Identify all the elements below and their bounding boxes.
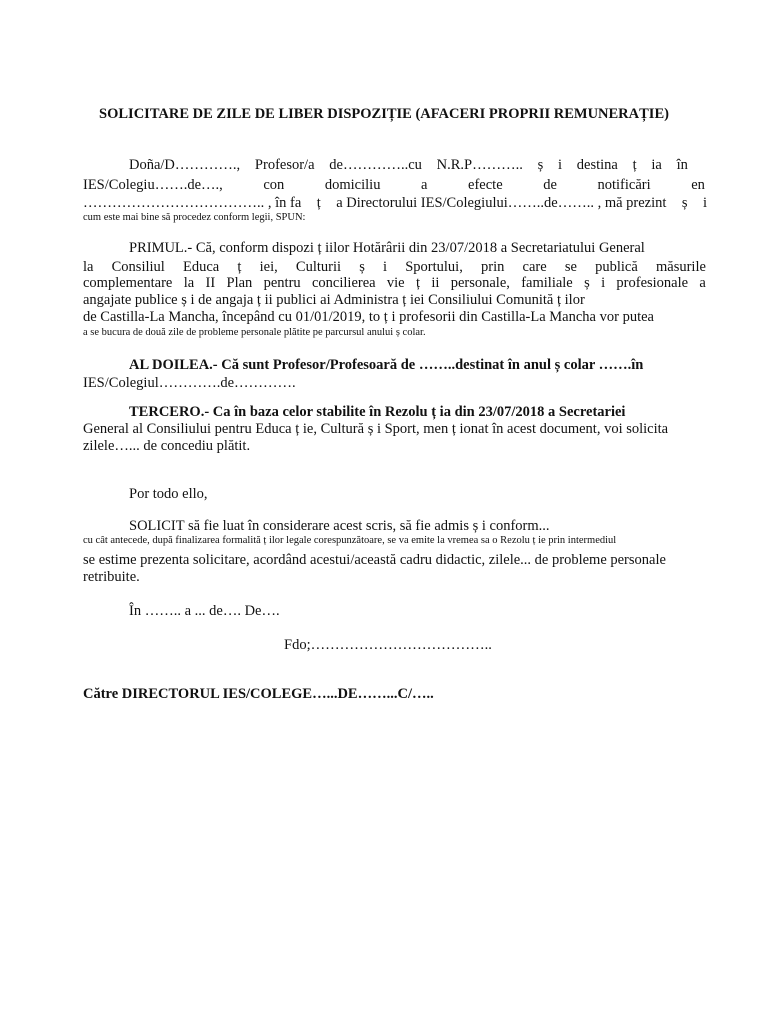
intro-line-4: cum este mai bine să procedez conform legii, SPUN: bbox=[83, 212, 306, 223]
por-todo-ello: Por todo ello, bbox=[129, 486, 208, 502]
signature-line: Fdo;……………………………….. bbox=[284, 637, 492, 653]
intro-line-2: IES/Colegiu…….de…., con domiciliu a efecte de notificări en bbox=[83, 177, 705, 193]
al-doilea-line-2: IES/Colegiul………….de…………. bbox=[83, 375, 296, 391]
primul-line-6: a se bucura de două zile de probleme personale plătite pe parcursul anului ș colar. bbox=[83, 327, 426, 338]
intro-line-1: Doña/D…………., Profesor/a de…………..cu N.R.P……….. ș i destina ț ia în bbox=[129, 157, 688, 173]
solicit-line-4: retribuite. bbox=[83, 569, 140, 585]
primul-line-4: angajate publice ș i de angaja ț ii publici ai Administra ț iei Consiliului Comunită ț ilor bbox=[83, 292, 585, 308]
tercero-line-1: TERCERO.- Ca în baza celor stabilite în Rezolu ț ia din 23/07/2018 a Secretariei bbox=[129, 404, 626, 420]
primul-line-5: de Castilla-La Mancha, începând cu 01/01/2019, to ț i profesorii din Castilla-La Mancha vor putea bbox=[83, 309, 654, 325]
solicit-line-1: SOLICIT să fie luat în considerare acest scris, să fie admis ș i conform... bbox=[129, 518, 550, 534]
primul-line-1: PRIMUL.- Că, conform dispozi ț iilor Hotărârii din 23/07/2018 a Secretariatului General bbox=[129, 240, 645, 256]
al-doilea-line-1: AL DOILEA.- Că sunt Profesor/Profesoară de ……..destinat în anul ș colar …….în bbox=[129, 357, 644, 373]
tercero-line-2: General al Consiliului pentru Educa ț ie, Cultură ș i Sport, men ț ionat în acest document, voi solicita bbox=[83, 421, 669, 437]
place-date-line: În …….. a ... de…. De…. bbox=[129, 603, 280, 619]
intro-line-3: ……………………………….. , în fa ț a Directorului IES/Colegiului……..de…….. , mă prezint ș i bbox=[83, 195, 707, 211]
tercero-line-3: zilele…... de concediu plătit. bbox=[83, 438, 251, 454]
solicit-line-2: cu cât antecede, după finalizarea formalită ț ilor legale corespunzătoare, se va emite la vremea sa o Rezolu ț ie prin intermediul bbox=[83, 535, 617, 546]
addressee-line: Către DIRECTORUL IES/COLEGE…...DE……...C/….. bbox=[83, 686, 434, 702]
primul-line-2: la Consiliul Educa ț iei, Culturii ș i Sportului, prin care se publică măsurile bbox=[83, 259, 706, 275]
primul-line-3: complementare la II Plan pentru concilierea vie ț ii personale, familiale ș i profesionale a bbox=[83, 275, 706, 291]
document-title: SOLICITARE DE ZILE DE LIBER DISPOZIȚIE (AFACERI PROPRII REMUNERAȚIE) bbox=[99, 106, 669, 122]
solicit-line-3: se estime prezenta solicitare, acordând acestui/această cadru didactic, zilele... de probleme personale bbox=[83, 552, 666, 568]
